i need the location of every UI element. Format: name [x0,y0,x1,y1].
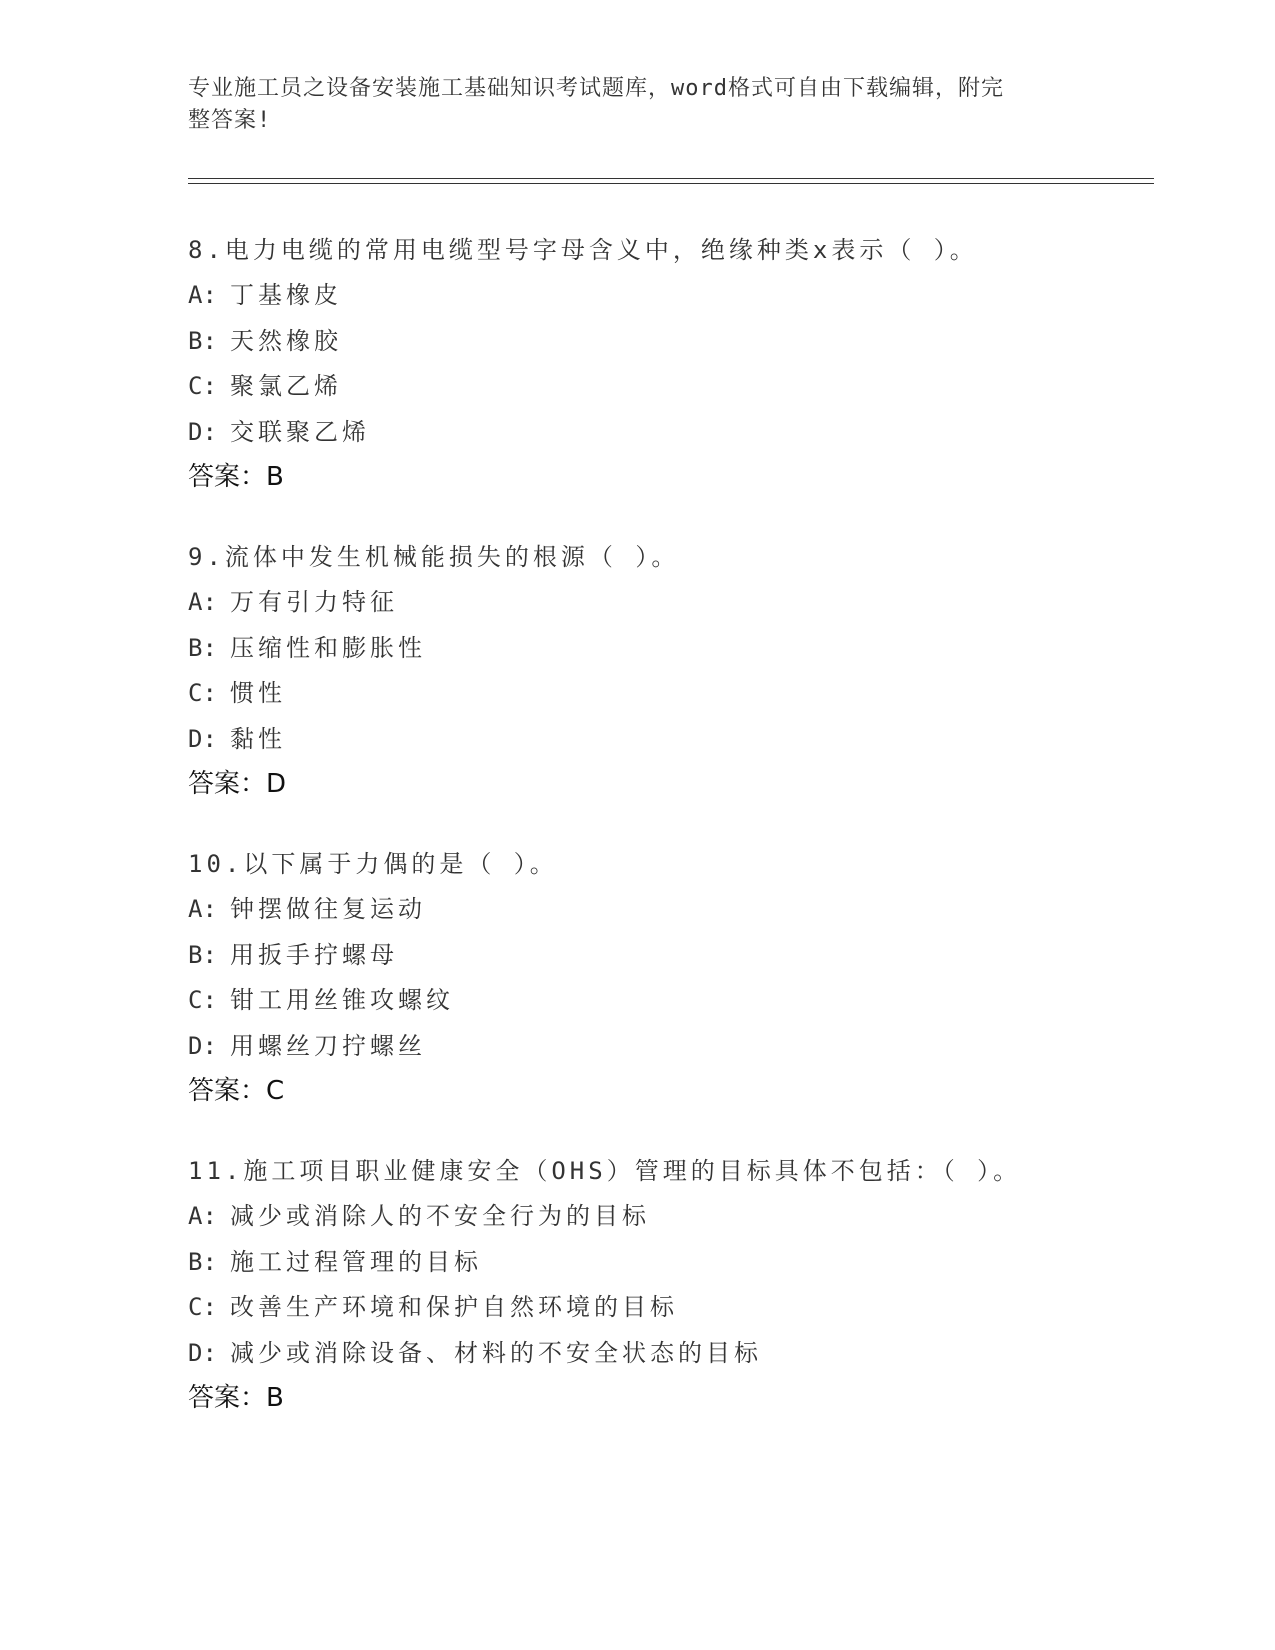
option-text: 聚氯乙烯 [230,372,342,401]
option-letter: C: [188,372,217,401]
question-text: 以下属于力偶的是（ ）。 [243,850,558,878]
option-a [188,887,1148,933]
question-stem [188,842,1148,887]
option-text: 钳工用丝锥攻螺纹 [230,986,454,1015]
option-letter: C: [188,679,217,708]
option-text: 减少或消除人的不安全行为的目标 [230,1202,650,1230]
option-letter: D: [188,417,217,446]
option-letter: A: [188,1202,217,1230]
option-d [188,410,1148,456]
document-header [188,73,1068,137]
option-d [188,1331,1148,1377]
option-text: 钟摆做往复运动 [230,895,426,923]
option-c [188,671,1148,717]
header-divider-top [188,178,1154,179]
option-text: 减少或消除设备、材料的不安全状态的目标 [230,1338,762,1367]
option-letter: C: [188,1293,217,1322]
option-text: 万有引力特征 [230,588,398,616]
option-b [188,626,1148,672]
question-number: 10. [188,850,244,878]
option-letter: A: [188,895,217,923]
option-c [188,364,1148,410]
option-text: 改善生产环境和保护自然环境的目标 [230,1293,678,1322]
question-text: 流体中发生机械能损失的根源（ ）。 [224,543,680,571]
question-number: 9. [188,543,225,571]
option-letter: B: [188,326,217,355]
option-letter: D: [188,1031,217,1060]
answer-label: 答案：C [188,1076,285,1107]
option-letter: B: [188,1247,217,1276]
option-letter: A: [188,588,217,616]
option-c [188,978,1148,1024]
option-letter: B: [188,940,217,969]
option-c [188,1285,1148,1331]
question-8 [188,228,1148,500]
question-text: 施工项目职业健康安全（OHS）管理的目标具体不包括：（ ）。 [243,1157,1022,1185]
option-d [188,1024,1148,1070]
question-number: 8. [188,236,225,264]
question-text: 电力电缆的常用电缆型号字母含义中，绝缘种类x表示（ ）。 [224,236,978,264]
question-11 [188,1149,1148,1421]
option-text: 丁基橡皮 [230,281,342,309]
option-text: 黏性 [230,724,286,753]
question-stem [188,535,1148,580]
answer-label: 答案：B [188,1383,284,1414]
option-b [188,1240,1148,1286]
option-letter: B: [188,633,217,662]
header-line-1: 专业施工员之设备安装施工基础知识考试题库，word格式可自由下载编辑，附完 [188,76,1004,101]
option-text: 交联聚乙烯 [230,417,370,446]
answer-label: 答案：B [188,462,284,493]
option-letter: A: [188,281,217,309]
option-a [188,580,1148,626]
option-text: 惯性 [230,679,286,708]
option-a [188,1194,1148,1240]
header-line-2: 整答案! [188,108,272,133]
option-text: 压缩性和膨胀性 [230,633,426,662]
option-a [188,273,1148,319]
option-b [188,319,1148,365]
option-text: 施工过程管理的目标 [230,1247,482,1276]
option-b [188,933,1148,979]
question-number: 11. [188,1157,244,1185]
option-text: 用扳手拧螺母 [230,940,398,969]
option-text: 用螺丝刀拧螺丝 [230,1031,426,1060]
option-letter: D: [188,724,217,753]
question-9 [188,535,1148,807]
question-stem [188,1149,1148,1194]
question-10 [188,842,1148,1114]
answer-label: 答案：D [188,769,287,800]
option-d [188,717,1148,763]
option-letter: D: [188,1338,217,1367]
option-letter: C: [188,986,217,1015]
option-text: 天然橡胶 [230,326,342,355]
question-stem [188,228,1148,273]
header-divider-bottom [188,183,1154,184]
